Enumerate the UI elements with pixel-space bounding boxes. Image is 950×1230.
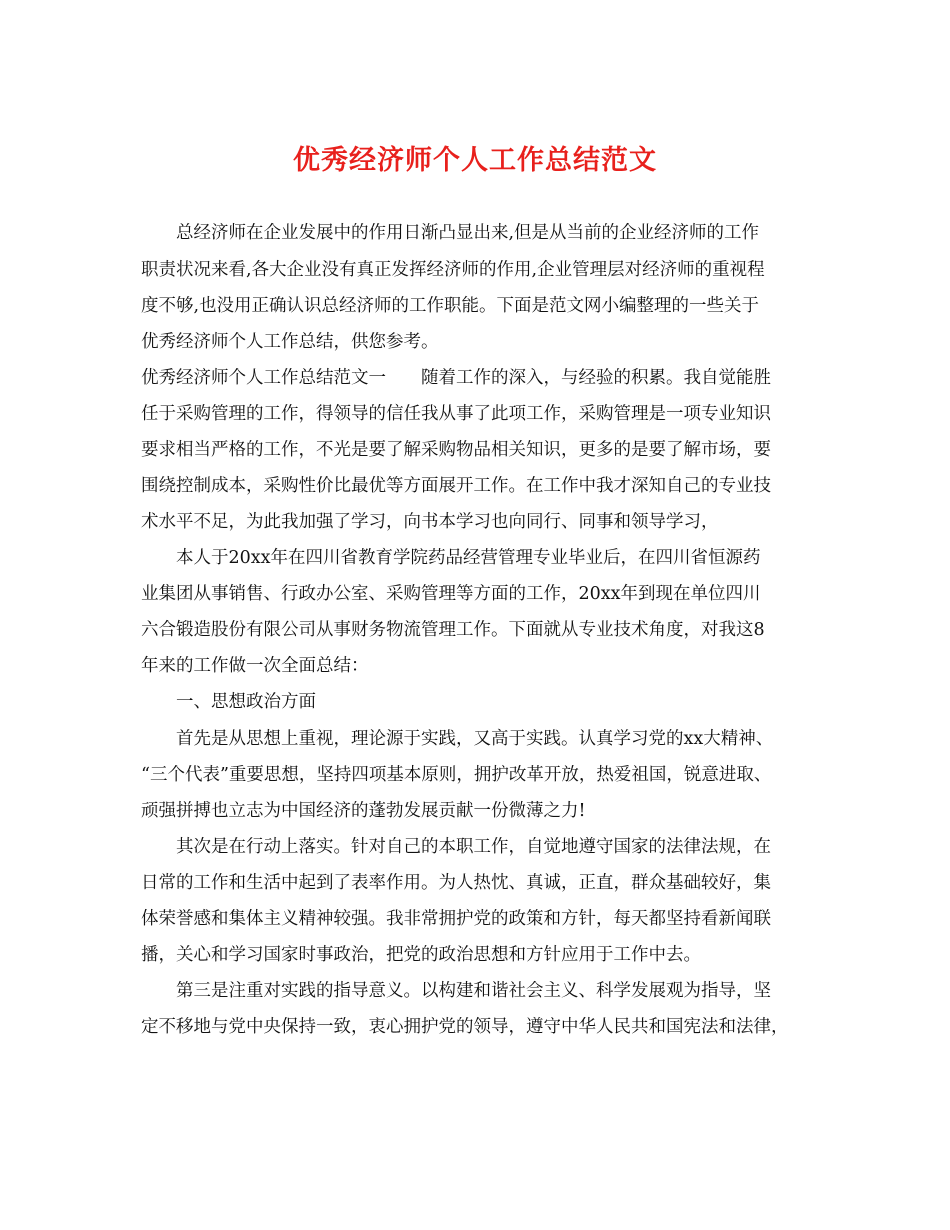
text-line: 总经济师在企业发展中的作用日渐凸显出来,但是从当前的企业经济师的工作 [176,223,760,243]
text-line: “三个代表”重要思想，坚持四项基本原则，拥护改革开放，热爱祖国，锐意进取、 [141,765,772,785]
text-line: 业集团从事销售、行政办公室、采购管理等方面的工作，20xx年到现在单位四川 [141,584,761,604]
text-line: 播，关心和学习国家时事政治，把党的政治思想和方针应用于工作中去。 [141,945,701,965]
text-line: 顽强拼搏也立志为中国经济的蓬勃发展贡献一份微薄之力! [141,801,586,821]
text-line: 优秀经济师个人工作总结，供您参考。 [141,332,439,352]
text-line: 六合锻造股份有限公司从事财务物流管理工作。下面就从专业技术角度，对我这8 [141,620,765,640]
section-heading: 一、思想政治方面 [176,692,316,712]
text-line: 术水平不足，为此我加强了学习，向书本学习也向同行、同事和领导学习， [141,512,719,532]
text-line: 职责状况来看,各大企业没有真正发挥经济师的作用,企业管理层对经济师的重视程 [141,260,765,280]
document-title: 优秀经济师个人工作总结范文 [293,145,657,176]
text-line: 日常的工作和生活中起到了表率作用。为人热忱、真诚，正直，群众基础较好，集 [141,873,771,893]
text-line: 任于采购管理的工作，得领导的信任我从事了此项工作，采购管理是一项专业知识 [141,404,771,424]
text-line: 本人于20xx年在四川省教育学院药品经营管理专业毕业后，在四川省恒源药 [176,548,761,568]
text-line: 体荣誉感和集体主义精神较强。我非常拥护党的政策和方针，每天都坚持看新闻联 [141,909,771,929]
text-line: 围绕控制成本，采购性价比最优等方面展开工作。在工作中我才深知自己的专业技 [141,476,771,496]
text-line: 第三是注重对实践的指导意义。以构建和谐社会主义、科学发展观为指导，坚 [176,981,771,1001]
text-line: 其次是在行动上落实。针对自己的本职工作，自觉地遵守国家的法律法规，在 [176,837,771,857]
text-line: 定不移地与党中央保持一致，衷心拥护党的领导，遵守中华人民共和国宪法和法律， [141,1017,789,1037]
text-line: 要求相当严格的工作，不光是要了解采购物品相关知识，更多的是要了解市场，要 [141,440,771,460]
text-line: 优秀经济师个人工作总结范文一 随着工作的深入，与经验的积累。我自觉能胜 [141,368,771,388]
text-line: 年来的工作做一次全面总结： [141,656,369,676]
text-line: 度不够,也没用正确认识总经济师的工作职能。下面是范文网小编整理的一些关于 [141,296,760,316]
text-line: 首先是从思想上重视，理论源于实践，又高于实践。认真学习党的xx大精神、 [176,729,774,749]
